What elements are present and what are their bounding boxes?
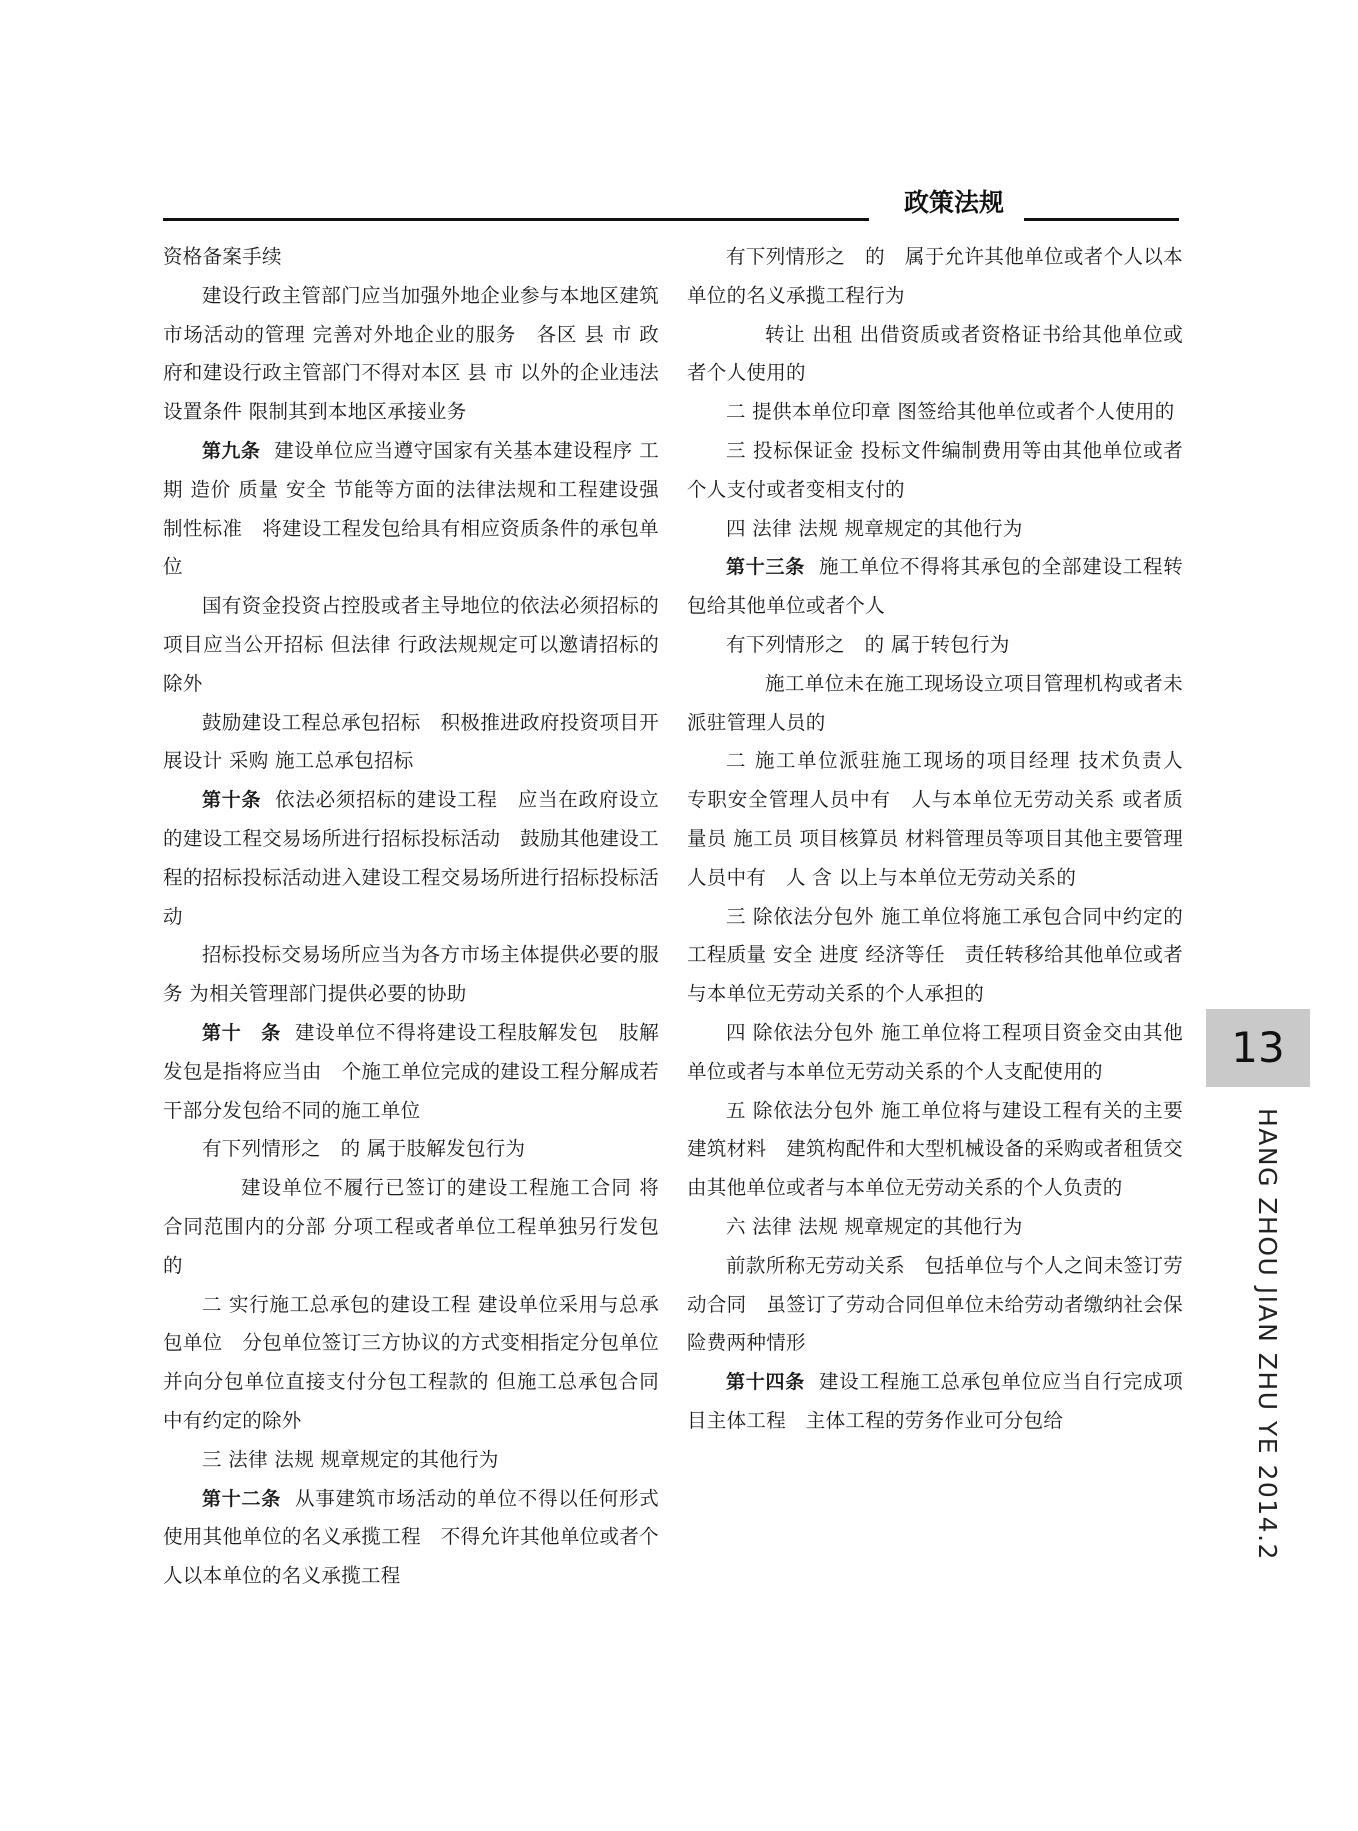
list-item: 二 实行施工总承包的建设工程 建设单位采用与总承包单位 分包单位签订三方协议的方式变相指定分包单位 并向分包单位直接支付分包工程款的 但施工总承包合同中有约定的除外 [163, 1292, 679, 1432]
paragraph: 资格备案手续 [163, 245, 282, 268]
left-column [163, 238, 679, 1596]
article-paragraph: 第十 条 建设单位不得将建设工程肢解发包 肢解发包是指将应当由 个施工单位完成的建设工程分解成若干部分发包给不同的施工单位 [163, 1020, 660, 1122]
header-rule-right [1024, 218, 1179, 221]
list-item: 三 法律 法规 规章规定的其他行为 [202, 1447, 499, 1471]
paragraph: 建设行政主管部门应当加强外地企业参与本地区建筑市场活动的管理 完善对外地企业的服务 各区 县 市 政府和建设行政主管部门不得对本区 县 市 以外的企业违法设置条件 限制其到本地区承接业务 [163, 283, 659, 424]
article-number: 第十四条 [726, 1371, 805, 1394]
list-item: 二 施工单位派驻施工现场的项目经理 技术负责人 专职安全管理人员中有 人与本单位无劳动关系 或者质量员 施工员 项目核算员 材料管理员等项目其他主要管理人员中有 人 含 以上与本单位无劳动关系的 [687, 749, 1203, 889]
right-column [687, 238, 1203, 1441]
article-paragraph: 第十三条 施工单位不得将其承包的全部建设工程转包给其他单位或者个人 [687, 555, 1184, 618]
list-item: 四 除依法分包外 施工单位将工程项目资金交由其他单位或者与本单位无劳动关系的个人支配使用的 [687, 1020, 1183, 1083]
list-item: 施工单位未在施工现场设立项目管理机构或者未派驻管理人员的 [687, 671, 1183, 734]
journal-name-vertical: HANG ZHOU JIAN ZHU YE 2014.2 [1253, 1108, 1282, 1561]
article-paragraph: 第十条 依法必须招标的建设工程 应当在政府设立的建设工程交易场所进行招标投标活动 鼓励其他建设工程的招标投标活动进入建设工程交易场所进行招标投标活动 [163, 788, 659, 928]
list-item: 五 除依法分包外 施工单位将与建设工程有关的主要建筑材料 建筑构配件和大型机械设备的采购或者租赁交由其他单位或者与本单位无劳动关系的个人负责的 [687, 1098, 1183, 1200]
list-item: 建设单位不履行已签订的建设工程施工合同 将合同范围内的分部 分项工程或者单位工程单独另行发包的 [163, 1176, 659, 1277]
list-item: 三 投标保证金 投标文件编制费用等由其他单位或者个人支付或者变相支付的 [687, 438, 1183, 501]
list-item: 三 除依法分包外 施工单位将施工承包合同中约定的工程质量 安全 进度 经济等任 责任转移给其他单位或者与本单位无劳动关系的个人承担的 [687, 904, 1183, 1006]
list-item: 转让 出租 出借资质或者资格证书给其他单位或者个人使用的 [687, 322, 1183, 385]
article-paragraph: 第十二条 从事建筑市场活动的单位不得以任何形式使用其他单位的名义承揽工程 不得允许其他单位或者个人以本单位的名义承揽工程 [163, 1486, 660, 1588]
paragraph: 有下列情形之 的 属于转包行为 [726, 632, 1010, 656]
section-title: 政策法规 [903, 188, 1004, 217]
article-number: 第十 条 [202, 1021, 281, 1044]
article-number: 第十条 [202, 789, 262, 812]
list-item: 四 法律 法规 规章规定的其他行为 [726, 516, 1023, 540]
list-item: 六 法律 法规 规章规定的其他行为 [726, 1214, 1023, 1238]
article-number: 第十二条 [202, 1487, 281, 1510]
header-rule-left [163, 218, 869, 221]
list-item: 二 提供本单位印章 图签给其他单位或者个人使用的 [726, 400, 1175, 424]
article-number: 第九条 [202, 439, 261, 462]
paragraph: 有下列情形之 的 属于允许其他单位或者个人以本单位的名义承揽工程行为 [687, 245, 1183, 307]
paragraph: 招标投标交易场所应当为各方市场主体提供必要的服务 为相关管理部门提供必要的协助 [163, 943, 659, 1006]
paragraph: 鼓励建设工程总承包招标 积极推进政府投资项目开展设计 采购 施工总承包招标 [163, 710, 659, 773]
article-number: 第十三条 [726, 556, 805, 579]
page-number-box: 13 [1206, 1009, 1310, 1087]
article-paragraph: 第九条 建设单位应当遵守国家有关基本建设程序 工期 造价 质量 安全 节能等方面的法律法规和工程建设强制性标准 将建设工程发包给具有相应资质条件的承包单位 [163, 438, 659, 579]
paragraph: 有下列情形之 的 属于肢解发包行为 [202, 1137, 526, 1161]
article-paragraph: 第十四条 建设工程施工总承包单位应当自行完成项目主体工程 主体工程的劳务作业可分包给 [687, 1370, 1184, 1432]
paragraph: 国有资金投资占控股或者主导地位的依法必须招标的项目应当公开招标 但法律 行政法规规定可以邀请招标的除外 [163, 594, 659, 695]
paragraph: 前款所称无劳动关系 包括单位与个人之间未签订劳动合同 虽签订了劳动合同但单位未给劳动者缴纳社会保险费两种情形 [687, 1253, 1183, 1355]
